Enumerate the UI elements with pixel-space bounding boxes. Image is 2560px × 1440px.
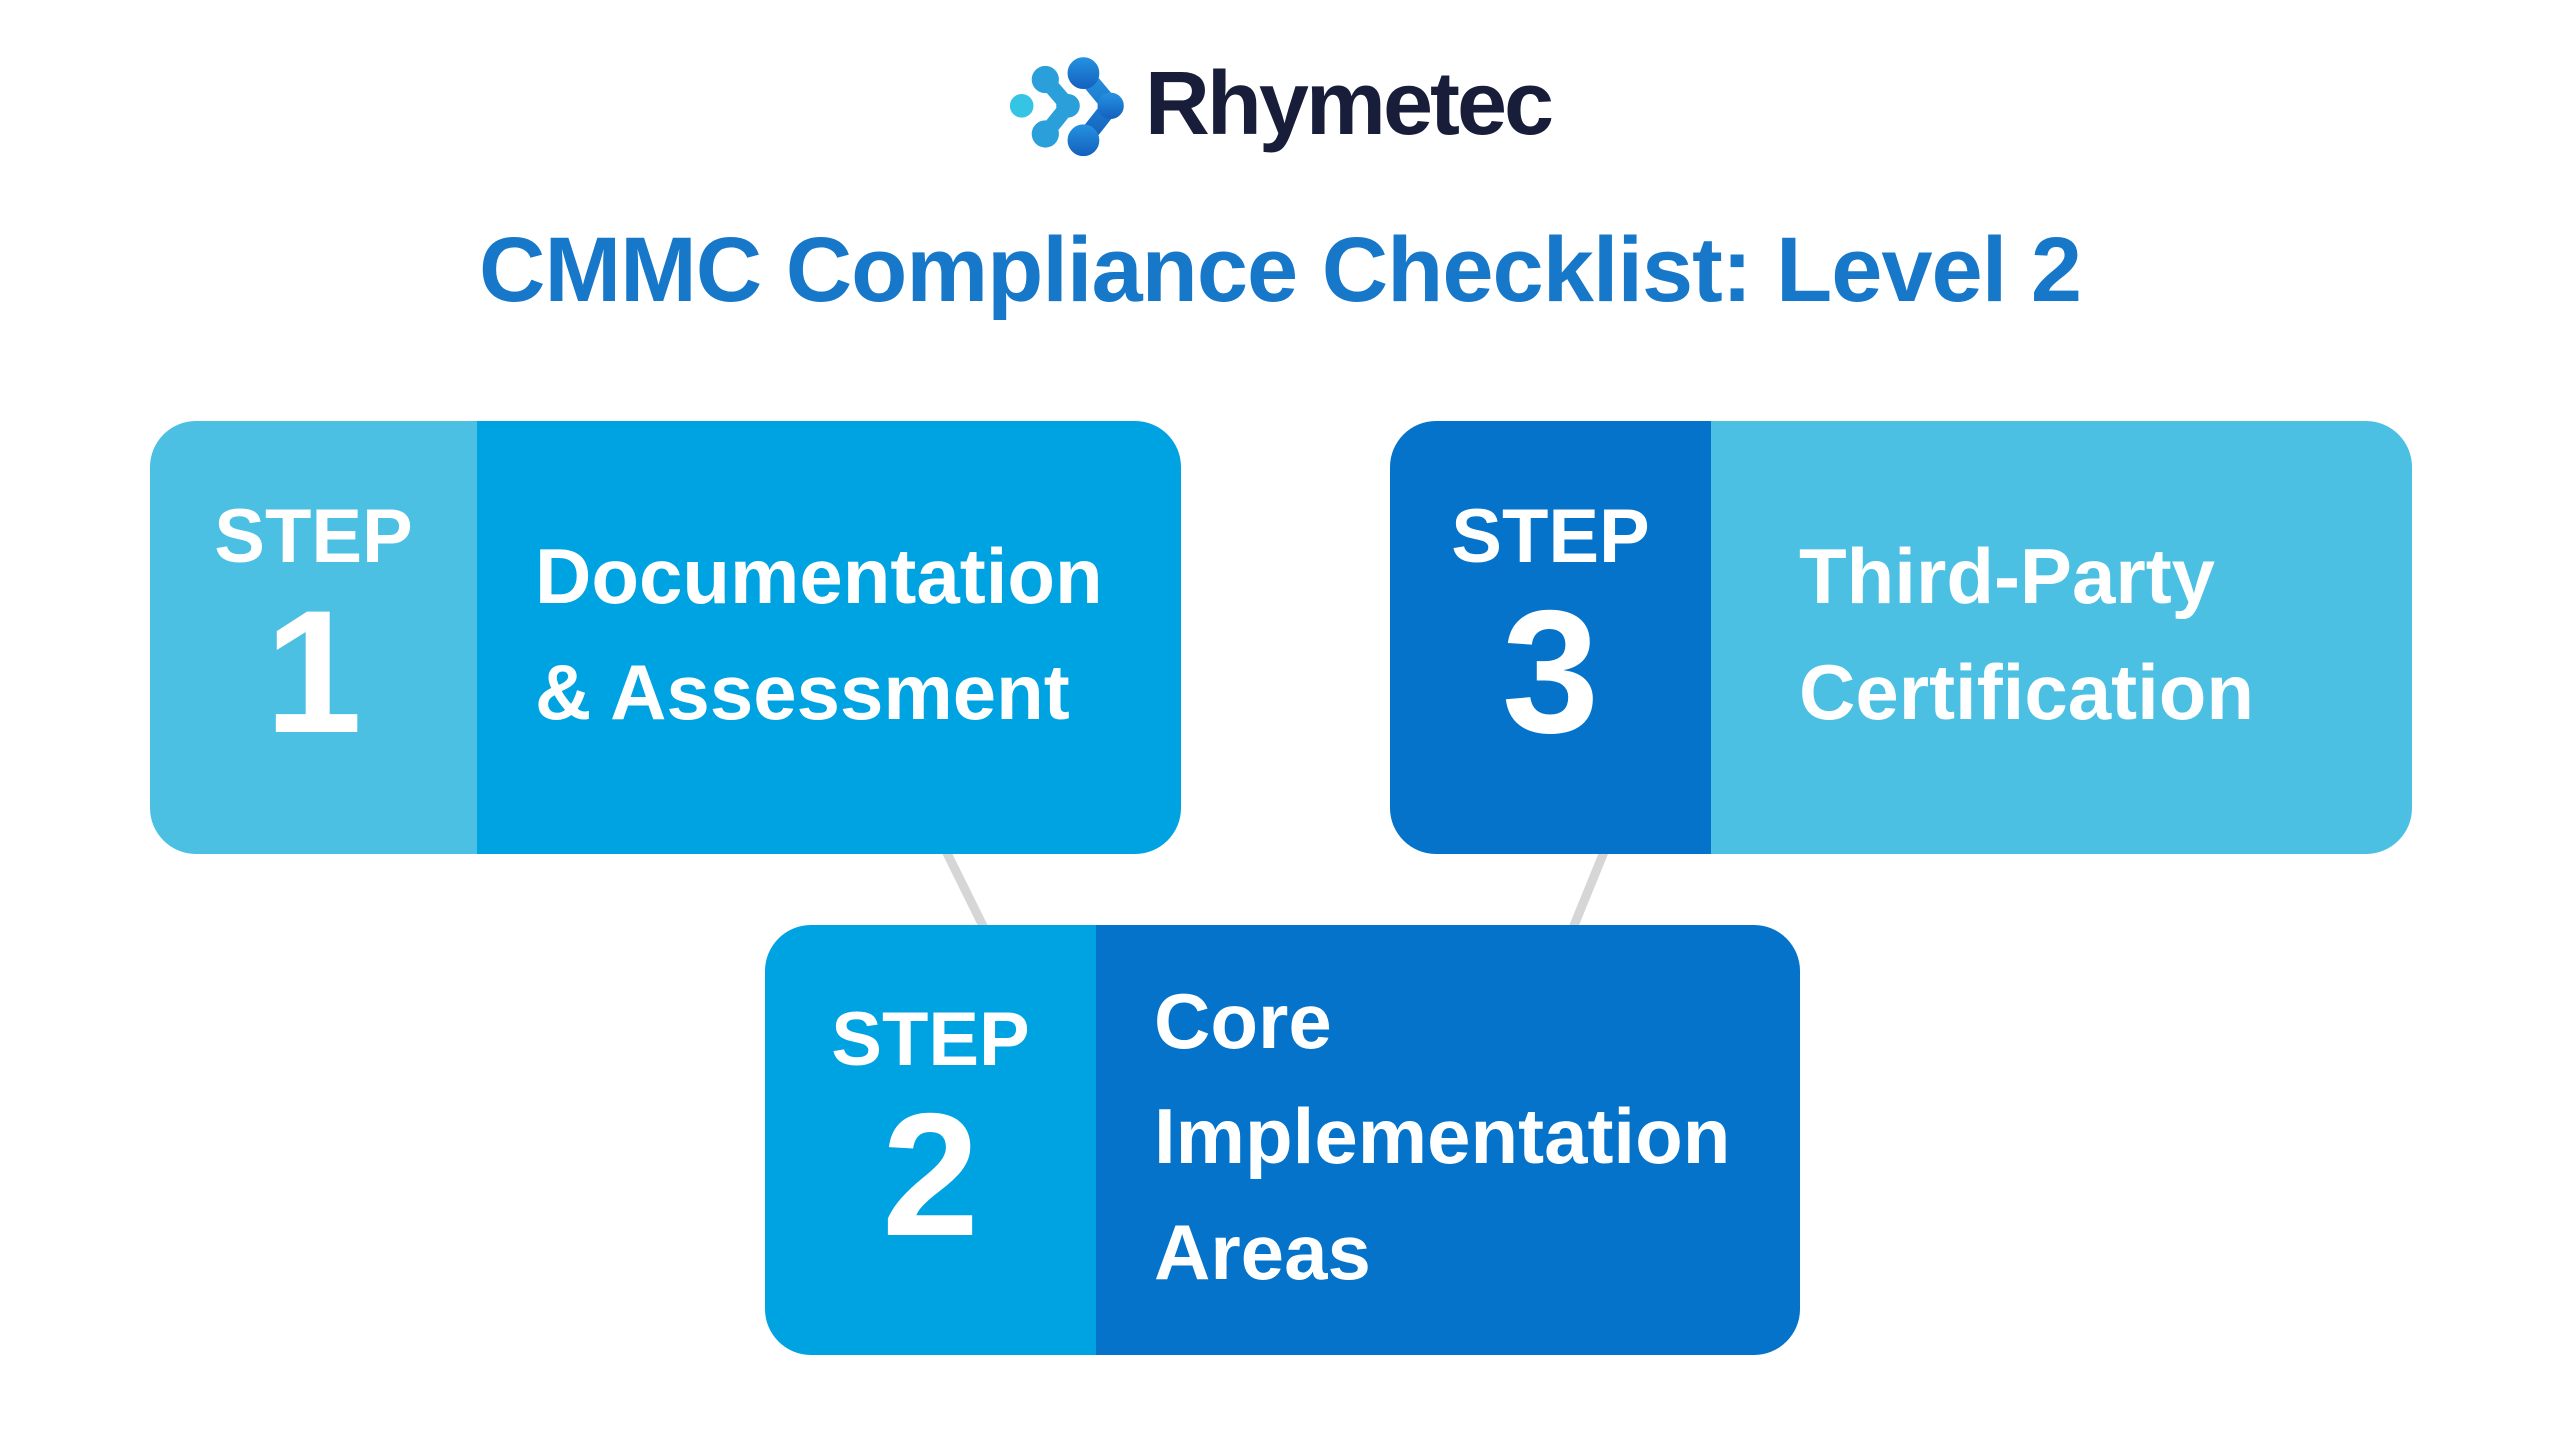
step-1-title-line: & Assessment	[535, 647, 1070, 736]
step-1-card	[150, 421, 1181, 854]
step-3-title-line: Certification	[1799, 647, 2255, 736]
page-title: CMMC Compliance Checklist: Level 2	[479, 219, 2081, 321]
step-1-label: STEP	[214, 494, 413, 580]
step-2-title-line: Core	[1154, 976, 1332, 1065]
step-3-badge-panel	[1390, 421, 1711, 854]
rhymetec-logo	[0, 52, 2560, 156]
step-2-title-line: Implementation	[1154, 1092, 1731, 1181]
connector-line-step1-step2	[944, 847, 984, 928]
step-3-number: 3	[1501, 575, 1600, 771]
rhymetec-logo-icon	[1009, 52, 1127, 156]
step-3-label: STEP	[1451, 494, 1650, 580]
step-1-title-panel	[477, 421, 1181, 854]
step-3-card	[1390, 421, 2412, 854]
step-2-title-line: Areas	[1154, 1207, 1371, 1296]
step-2-title-panel	[1096, 925, 1800, 1355]
step-2-number: 2	[881, 1077, 980, 1273]
step-2-card	[765, 925, 1800, 1355]
step-3-title-panel	[1711, 421, 2412, 854]
connector-line-step3-step2	[1573, 847, 1606, 928]
step-3-title-line: Third-Party	[1799, 532, 2216, 621]
step-1-badge-panel	[150, 421, 477, 854]
step-2-badge-panel	[765, 925, 1096, 1355]
step-1-number: 1	[264, 575, 363, 771]
step-2-label: STEP	[831, 996, 1030, 1082]
step-1-title-line: Documentation	[535, 532, 1103, 621]
logo-brand-text: Rhymetec	[1144, 53, 1552, 154]
